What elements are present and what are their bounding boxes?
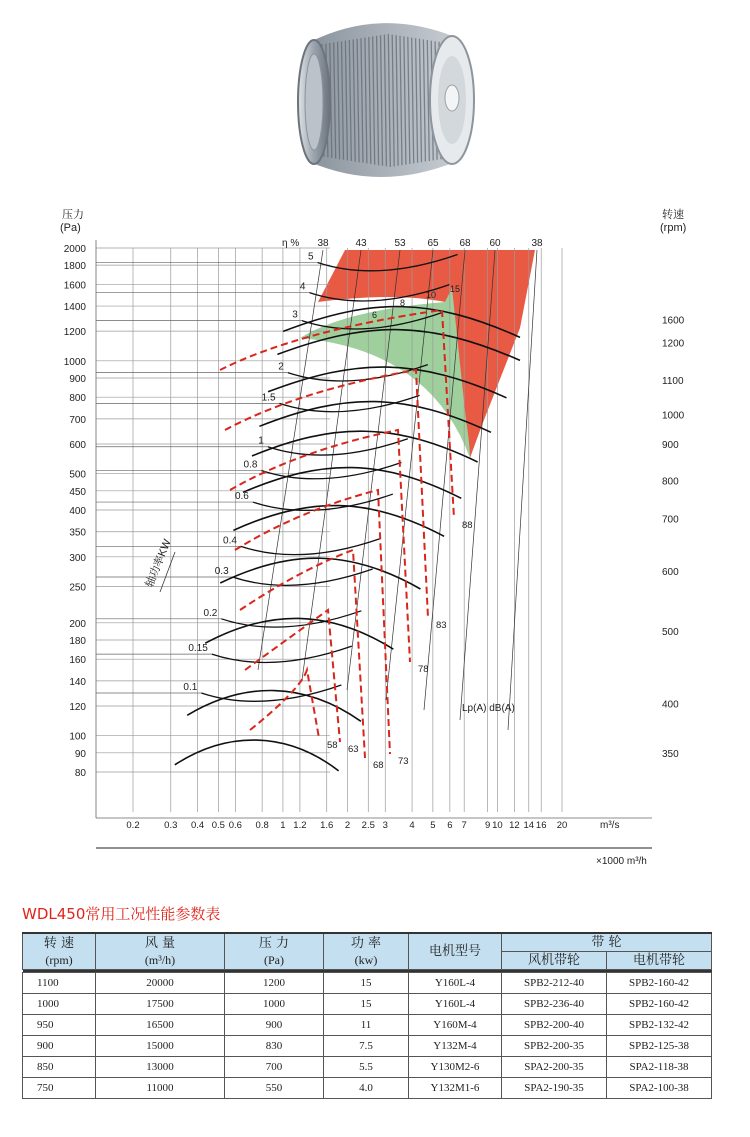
inner-power-label: 6 xyxy=(372,310,378,320)
y-tick-label: 900 xyxy=(69,373,86,385)
x-unit-label: m³/s xyxy=(600,820,620,831)
y-tick-label: 300 xyxy=(69,552,86,564)
efficiency-tick-label: 65 xyxy=(427,238,439,249)
noise-value-label: 68 xyxy=(373,760,384,771)
table-cell: SPB2-160-42 xyxy=(607,994,712,1015)
x-tick-label: 12 xyxy=(509,820,520,831)
efficiency-tick-label: 38 xyxy=(317,238,329,249)
x-tick-label: 2.5 xyxy=(361,820,375,831)
inner-power-label: 8 xyxy=(400,298,406,308)
y-tick-label: 90 xyxy=(74,748,86,760)
speed-tick-label: 800 xyxy=(662,476,679,488)
x-tick-label: 7 xyxy=(461,820,467,831)
table-cell: SPA2-100-38 xyxy=(607,1078,712,1099)
y-tick-label: 700 xyxy=(69,414,86,426)
y2-axis-label-1: 转速 xyxy=(662,209,684,221)
table-cell: 17500 xyxy=(96,994,225,1015)
noise-label: Lp(A) dB(A) xyxy=(462,703,515,714)
efficiency-tick-label: 38 xyxy=(531,238,543,249)
header-motor: 电机型号 xyxy=(409,933,502,970)
efficiency-tick-label: 53 xyxy=(394,238,406,249)
power-label: 1.5 xyxy=(261,392,276,404)
speed-tick-label: 1000 xyxy=(662,410,685,422)
speed-tick-label: 400 xyxy=(662,699,679,711)
header-flow: 风 量 (m³/h) xyxy=(96,933,225,970)
y-tick-label: 1000 xyxy=(63,356,86,368)
table-cell: Y160M-4 xyxy=(409,1015,502,1036)
power-label: 3 xyxy=(292,309,298,321)
efficiency-zones xyxy=(300,250,535,458)
fan-impeller-image xyxy=(280,12,480,182)
table-cell: 750 xyxy=(23,1078,96,1099)
y-tick-label: 200 xyxy=(69,618,86,630)
noise-curve xyxy=(240,550,365,758)
y-axis-label-1: 压力 xyxy=(62,209,84,221)
speed-curve xyxy=(175,740,339,771)
x-tick-label: 10 xyxy=(492,820,503,831)
y-tick-label: 250 xyxy=(69,582,86,594)
power-label: 2 xyxy=(278,361,284,373)
y-tick-label: 1600 xyxy=(63,280,86,292)
y-tick-label: 400 xyxy=(69,506,86,517)
speed-tick-label: 1100 xyxy=(662,375,684,387)
power-axis-label: 轴功率KW xyxy=(143,537,174,590)
y-tick-label: 450 xyxy=(69,486,86,498)
y-axis-label-2: (Pa) xyxy=(60,222,81,234)
table-row xyxy=(23,973,712,994)
x-tick-label: 0.5 xyxy=(211,820,225,831)
table-cell: 20000 xyxy=(96,973,225,994)
x-tick-label: 0.2 xyxy=(126,820,140,831)
table-cell: SPA2-190-35 xyxy=(502,1078,607,1099)
speed-tick-label: 1200 xyxy=(662,338,685,350)
table-cell: Y160L-4 xyxy=(409,973,502,994)
power-curve xyxy=(253,494,393,510)
efficiency-line xyxy=(258,250,323,670)
y-tick-label: 350 xyxy=(69,527,86,539)
x-tick-label: 3 xyxy=(382,820,388,831)
header-power: 功 率 (kw) xyxy=(324,933,409,970)
power-label: 1 xyxy=(258,435,264,447)
speed-curve xyxy=(243,468,461,499)
y-tick-label: 2000 xyxy=(63,244,86,255)
y2-axis-label-2: (rpm) xyxy=(660,222,687,234)
y-tick-label: 160 xyxy=(69,655,86,667)
table-cell: SPB2-160-42 xyxy=(607,973,712,994)
header-motor-pulley: 电机带轮 xyxy=(607,952,712,970)
table-cell: SPB2-200-40 xyxy=(502,1015,607,1036)
y-tick-label: 800 xyxy=(69,393,86,405)
power-curve xyxy=(268,439,408,455)
noise-value-label: 63 xyxy=(348,744,359,755)
x-tick-label: 2 xyxy=(344,820,351,831)
table-cell: 16500 xyxy=(96,1015,225,1036)
power-label: 4 xyxy=(299,281,306,293)
x-tick-label: 9 xyxy=(484,820,491,831)
efficiency-tick-label: 68 xyxy=(459,238,471,249)
y-tick-label: 500 xyxy=(69,469,86,481)
y-tick-label: 180 xyxy=(69,635,86,647)
y-tick-label: 140 xyxy=(69,676,86,688)
x-tick-label: 1 xyxy=(280,820,286,831)
speed-tick-label: 700 xyxy=(662,514,679,526)
table-cell: 1200 xyxy=(225,973,324,994)
table-cell: 850 xyxy=(23,1057,96,1078)
table-cell: Y160L-4 xyxy=(409,994,502,1015)
noise-value-label: 83 xyxy=(436,620,447,631)
table-title: WDL450常用工况性能参数表 xyxy=(22,905,221,923)
power-label: 0.3 xyxy=(214,566,229,578)
table-cell: 550 xyxy=(225,1078,324,1099)
table-cell: 950 xyxy=(23,1015,96,1036)
power-label: 5 xyxy=(308,251,314,263)
noise-value-label: 73 xyxy=(398,756,409,767)
table-cell: SPB2-212-40 xyxy=(502,973,607,994)
table-cell: Y132M-4 xyxy=(409,1036,502,1057)
speed-curve xyxy=(252,431,478,462)
y-tick-label: 80 xyxy=(74,768,86,779)
table-cell: 830 xyxy=(225,1036,324,1057)
table-cell: SPB2-236-40 xyxy=(502,994,607,1015)
header-pressure: 压 力 (Pa) xyxy=(225,933,324,970)
table-row xyxy=(23,1015,712,1036)
table-cell: 15000 xyxy=(96,1036,225,1057)
table-cell: 13000 xyxy=(96,1057,225,1078)
y-tick-label: 1400 xyxy=(63,302,86,314)
power-label: 0.2 xyxy=(203,607,218,619)
x-tick-label: 16 xyxy=(535,820,547,831)
table-cell: 1100 xyxy=(23,973,96,994)
x-tick-label: 0.3 xyxy=(164,820,178,831)
table-cell: Y132M1-6 xyxy=(409,1078,502,1099)
x-tick-label: 0.4 xyxy=(190,820,205,831)
speed-tick-label: 1600 xyxy=(662,315,685,327)
x-tick-label: 0.8 xyxy=(255,820,269,831)
table-cell: 11000 xyxy=(96,1078,225,1099)
x-tick-label: 20 xyxy=(556,820,568,831)
noise-value-label: 58 xyxy=(327,740,338,751)
speed-tick-label: 600 xyxy=(662,566,679,578)
power-label: 0.6 xyxy=(234,491,249,503)
efficiency-tick-label: 43 xyxy=(355,238,367,249)
table-cell: 900 xyxy=(23,1036,96,1057)
x-tick-label: 1.6 xyxy=(320,820,334,831)
noise-value-label: 88 xyxy=(462,520,473,531)
y-tick-label: 120 xyxy=(69,701,86,713)
efficiency-line xyxy=(299,250,361,680)
speed-tick-label: 500 xyxy=(662,627,679,639)
table-cell: SPA2-118-38 xyxy=(607,1057,712,1078)
table-cell: SPB2-200-35 xyxy=(502,1036,607,1057)
x-tick-label: 5 xyxy=(430,820,436,831)
table-cell: SPA2-200-35 xyxy=(502,1057,607,1078)
header-belt: 带 轮 xyxy=(502,933,712,952)
x-tick-label: 6 xyxy=(447,820,453,831)
performance-chart xyxy=(0,200,750,870)
x-tick-label: 1.2 xyxy=(293,820,307,831)
noise-value-label: 78 xyxy=(418,664,429,675)
table-cell: 900 xyxy=(225,1015,324,1036)
power-label: 0.8 xyxy=(243,459,258,471)
y-tick-label: 600 xyxy=(69,439,86,451)
inner-power-label: 10 xyxy=(426,290,437,300)
power-label: 0.15 xyxy=(188,643,208,655)
table-row xyxy=(23,994,712,1015)
inner-power-label: 15 xyxy=(450,284,461,294)
table-cell: 4.0 xyxy=(324,1078,409,1099)
power-curve xyxy=(212,646,352,662)
table-cell: 1000 xyxy=(225,994,324,1015)
performance-table xyxy=(22,932,712,1099)
table-cell: Y130M2-6 xyxy=(409,1057,502,1078)
table-cell: 11 xyxy=(324,1015,409,1036)
noise-curve xyxy=(250,670,319,738)
header-fan-pulley: 风机带轮 xyxy=(502,952,607,970)
efficiency-tick-label: 60 xyxy=(489,238,501,249)
power-curve xyxy=(233,569,373,585)
x2-unit-label: ×1000 m³/h xyxy=(596,856,647,867)
table-row xyxy=(23,1078,712,1099)
table-cell: 1000 xyxy=(23,994,96,1015)
table-cell: 15 xyxy=(324,994,409,1015)
y-tick-label: 1800 xyxy=(63,261,86,273)
x-tick-label: 14 xyxy=(523,820,535,831)
y-tick-label: 100 xyxy=(69,731,86,743)
y-tick-label: 1200 xyxy=(63,327,86,339)
table-cell: 5.5 xyxy=(324,1057,409,1078)
table-cell: 700 xyxy=(225,1057,324,1078)
efficiency-label: η % xyxy=(282,238,300,249)
speed-tick-label: 900 xyxy=(662,439,679,451)
header-speed: 转 速 (rpm) xyxy=(23,933,96,970)
table-cell: 7.5 xyxy=(324,1036,409,1057)
table-row xyxy=(23,1057,712,1078)
power-label: 0.1 xyxy=(183,681,198,693)
x-tick-label: 0.6 xyxy=(228,820,242,831)
x-tick-label: 4 xyxy=(409,820,415,831)
table-cell: 15 xyxy=(324,973,409,994)
table-cell: SPB2-132-42 xyxy=(607,1015,712,1036)
table-cell: SPB2-125-38 xyxy=(607,1036,712,1057)
power-label: 0.4 xyxy=(223,535,237,547)
speed-tick-label: 350 xyxy=(662,748,679,760)
table-row xyxy=(23,1036,712,1057)
